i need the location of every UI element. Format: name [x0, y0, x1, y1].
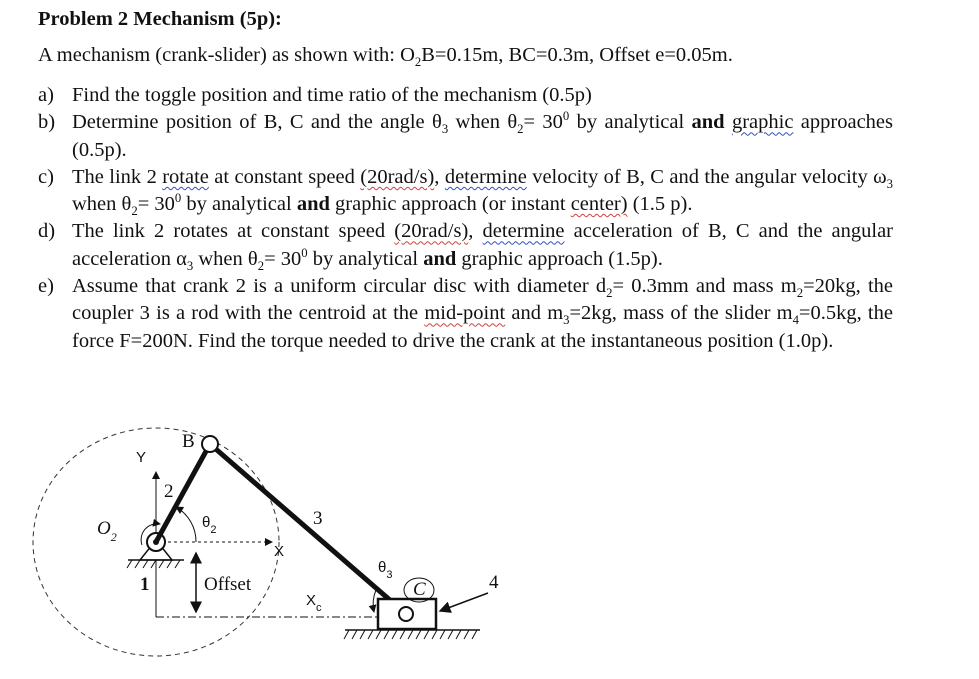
label-xc: $X_c$ [306, 592, 322, 614]
question-marker: b) [38, 111, 56, 134]
question-marker: e) [38, 275, 54, 298]
label-theta3: $\theta_3$ [378, 559, 393, 581]
label-ground-1: 1 [140, 574, 150, 595]
label-y: Y [136, 449, 147, 466]
o2-ground-hatch [127, 560, 180, 568]
label-b: B [182, 431, 195, 452]
question-d: d) The link 2 rotates at constant speed (20rad/s), determine acceleration of B, C and the angular acceleration $\alpha_3$ when $\theta_2= 30^0$ by analytical and graphic approach (1.5p). [38, 220, 894, 273]
question-marker: d) [38, 220, 56, 243]
joint-c [399, 607, 413, 621]
force-arrow [440, 593, 488, 611]
question-c: c) The link 2 rotate at constant speed (20rad/s), determine velocity of B, C and the angular velocity $\omega_3$ when $\theta_2= 30^0$ by analytical and graphic approach (or instant center) (1.5 p). [38, 165, 893, 219]
question-e: e) Assume that crank 2 is a uniform circular disc with diameter $d_2= 0.3mm$ and mass $m_2=20kg$, the coupler 3 is a rod with the centroid at the mid-point and $m_3=2kg$, mass of the slider $m_4=0.5kg$, the force F=200N. Find the torque needed to drive the crank at the instantaneous position (1.0p). [38, 275, 894, 352]
label-c: C [413, 579, 426, 600]
label-o2: $O_2$ [97, 518, 117, 544]
slider-ground-hatch [344, 630, 477, 639]
label-link-2: 2 [164, 481, 174, 502]
mechanism-diagram [0, 415, 979, 679]
problem-title: Problem 2 Mechanism (5p): [38, 8, 282, 30]
question-list [38, 82, 893, 355]
label-theta2: $\theta_2$ [202, 514, 217, 536]
theta2-arc [176, 507, 196, 542]
label-slider-4: 4 [489, 572, 499, 593]
question-marker: c) [38, 165, 54, 188]
question-b: b) Determine position of B, C and the angle $\theta_3$ when $\theta_2= 30^0$ by analytical and graphic approaches (0.5p). [38, 109, 893, 161]
question-a: a) Find the toggle position and time ratio of the mechanism (0.5p) [38, 82, 893, 109]
theta3-arc [373, 590, 376, 612]
problem-intro: A mechanism (crank-slider) as shown with: $O_2B=0.15m$, BC=0.3m, Offset e=0.05m. [38, 44, 733, 70]
joint-b [202, 436, 218, 452]
label-offset: Offset [204, 574, 252, 595]
question-marker: a) [38, 84, 54, 106]
label-link-3: 3 [313, 508, 323, 529]
label-x: X [274, 543, 285, 560]
